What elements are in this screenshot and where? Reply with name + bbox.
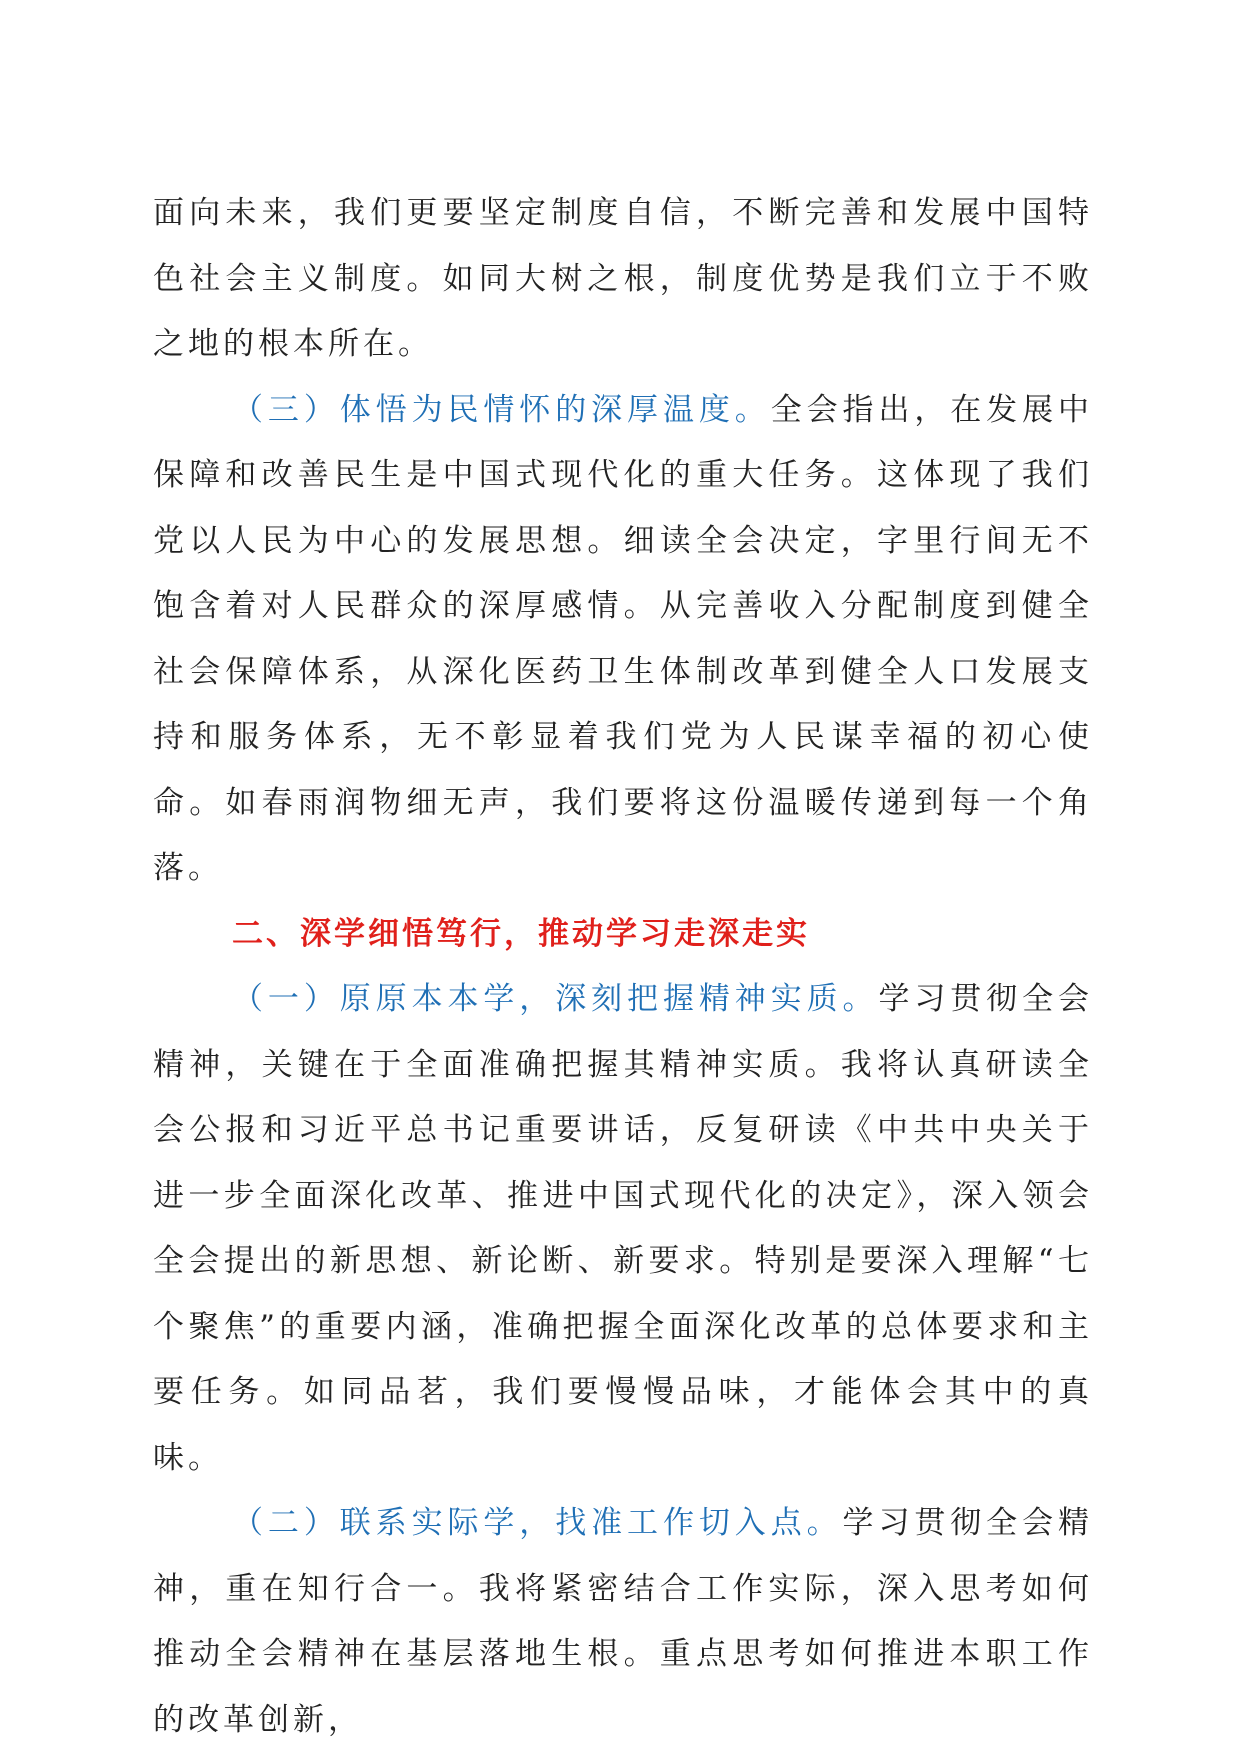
document-body [153,181,1093,1753]
subheading-3: （三）体悟为民情怀的深厚温度。 [232,391,771,428]
paragraph-2-text: 全会指出，在发展中保障和改善民生是中国式现代化的重大任务。这体现了我们党以人民为中心的发展思想。细读全会决定，字里行间无不饱含着对人民群众的深厚感情。从完善收入分配制度到健全社会保障体系，从深化医药卫生体制改革到健全人口发展支持和服务体系，无不彰显着我们党为人民谋幸福的初心使命。如春雨润物细无声，我们要将这份温暖传递到每一个角落。 [153,391,1094,886]
subheading-2: （二）联系实际学，找准工作切入点。 [232,1505,843,1541]
paragraph-1-text: 面向未来，我们更要坚定制度自信，不断完善和发展中国特色社会主义制度。如同大树之根，制度优势是我们立于不败之地的根本所在。 [153,195,1093,362]
paragraph-4 [153,1491,1093,1753]
paragraph-1 [153,181,1093,378]
paragraph-4-text: 学习贯彻全会精神，重在知行合一。我将紧密结合工作实际，深入思考如何推动全会精神在基层落地生根。重点思考如何推进本职工作的改革创新， [153,1505,1094,1738]
paragraph-3 [153,967,1093,1491]
paragraph-3-text: 学习贯彻全会精神，关键在于全面准确把握其精神实质。我将认真研读全会公报和习近平总书记重要讲话，反复研读《中共中央关于进一步全面深化改革、推进中国式现代化的决定》，深入领会全会提出的新思想、新论断、新要求。特别是要深入理解“七个聚焦”的重要内涵，准确把握全面深化改革的总体要求和主要任务。如同品茗，我们要慢慢品味，才能体会其中的真味。 [153,981,1094,1476]
paragraph-2 [153,378,1093,902]
section-heading-2: 二、深学细悟笃行，推动学习走深走实 [232,915,810,952]
subheading-1: （一）原原本本学，深刻把握精神实质。 [232,981,879,1017]
